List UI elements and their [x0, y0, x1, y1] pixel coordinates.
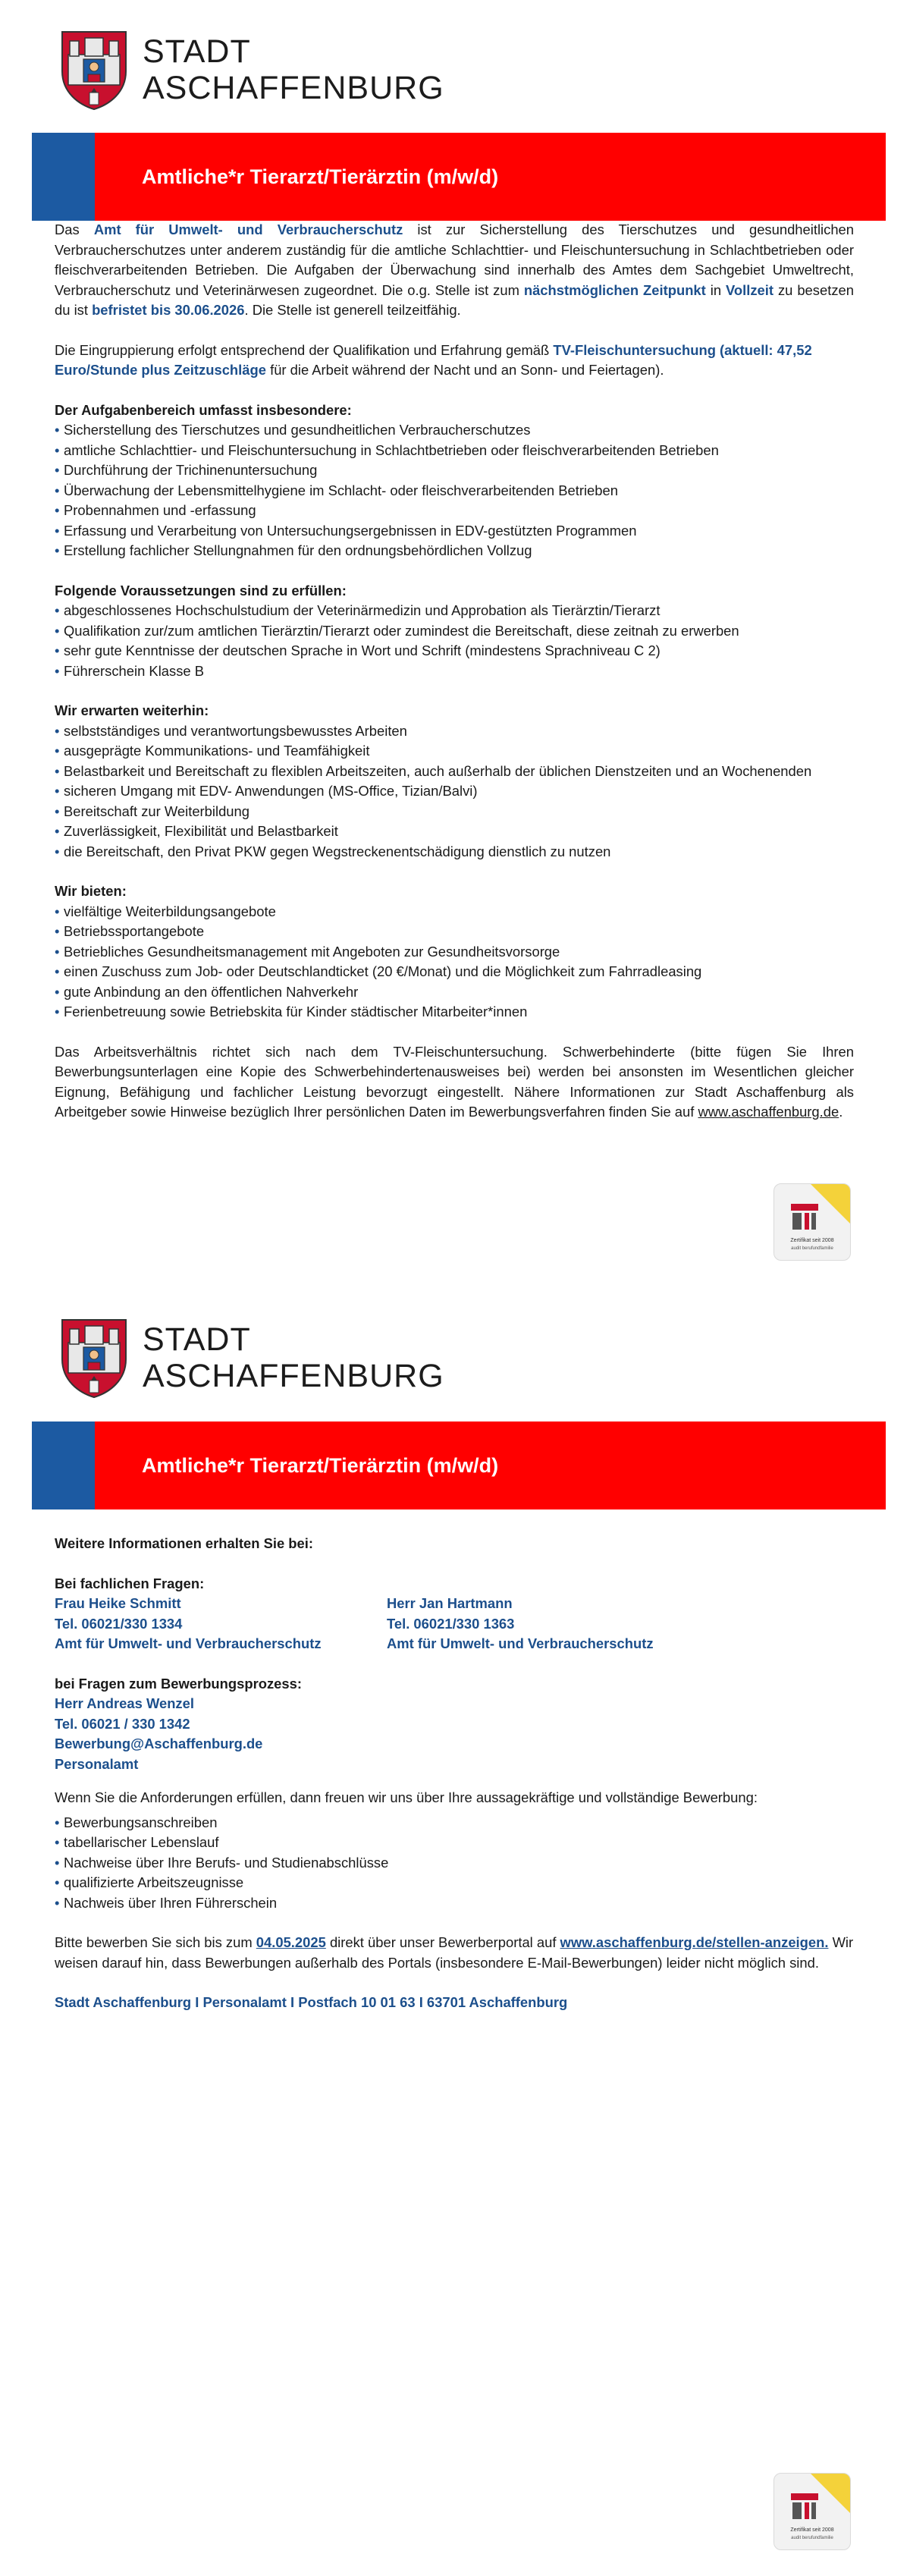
apply-text: direkt über unser Bewerberportal auf [325, 1934, 560, 1950]
apply-paragraph [55, 1933, 854, 1973]
list-item: • gute Anbindung an den öffentlichen Nahverkehr [55, 982, 854, 1003]
list-item: • Zuverlässigkeit, Flexibilität und Belastbarkeit [55, 821, 854, 842]
contact-office: Amt für Umwelt- und Verbraucherschutz [387, 1635, 654, 1651]
intro-department: Amt für Umwelt- und Verbraucherschutz [93, 221, 403, 237]
list-item: • Belastbarkeit und Bereitschaft zu flexiblen Arbeitszeiten, auch außerhalb der üblichen Dienstzeiten und an Wochenenden [55, 762, 854, 782]
requirements-list [55, 601, 854, 681]
intro-text: Das [55, 221, 94, 237]
list-item: • Qualifikation zur/zum amtlichen Tierärztin/Tierarzt oder zumindest die Bereitschaft, diese zeitnah zu erwerben [55, 621, 854, 642]
cert-line-2: audit berufundfamilie [791, 1246, 833, 1251]
coat-of-arms-icon [59, 1317, 129, 1399]
list-item: • ausgeprägte Kommunikations- und Teamfähigkeit [55, 741, 854, 762]
list-item: • Führerschein Klasse B [55, 661, 854, 682]
list-item: • tabellarischer Lebenslauf [55, 1833, 854, 1853]
contact-email[interactable]: Bewerbung@Aschaffenburg.de [55, 1736, 263, 1751]
closing-paragraph [55, 1042, 854, 1123]
expect-heading: Wir erwarten weiterhin: [55, 702, 209, 718]
info-heading: Weitere Informationen erhalten Sie bei: [55, 1535, 313, 1551]
closing-text: Das Arbeitsverhältnis richtet sich nach dem TV-Fleischuntersuchung. Schwerbehinderte (bitte fügen Sie Ihren Bewerbungsunterlagen eine Kopie des Schwerbehindertenausweises bei) werden bei ansonsten im Wesentlichen gleicher Eignung, Befähigung und fachlicher Leistung bevorzugt eingestellt. Nähere Informationen zur Stadt Aschaffenburg als Arbeitgeber sowie Hinweise bezüglich Ihrer persönlichen Daten im Bewerbungsverfahren finden Sie auf [55, 1043, 854, 1120]
list-item: • Probennahmen und -erfassung [55, 501, 854, 521]
list-item: • Durchführung der Trichinenuntersuchung [55, 460, 854, 481]
cert-line-2: audit berufundfamilie [791, 2536, 833, 2540]
list-item: • Erstellung fachlicher Stellungnahmen für den ordnungsbehördlichen Vollzug [55, 541, 854, 561]
city-logo [59, 1315, 444, 1400]
list-item: • Nachweise über Ihre Berufs- und Studienabschlüsse [55, 1853, 854, 1874]
list-item: • Ferienbetreuung sowie Betriebskita für Kinder städtischer Mitarbeiter*innen [55, 1002, 854, 1023]
certificate-badge [774, 2473, 851, 2550]
banner-blue-stripe [32, 133, 95, 221]
cert-line-1: Zertifikat seit 2008 [790, 1238, 834, 1243]
intro-text: ist zur Sicherstellung des Tierschutzes und gesundheitlichen Verbraucherschutzes unter anderem zuständig für die amtliche Schlachttier- und Fleischuntersuchung in Schlachtbetrieben oder fleischverarbeitenden Betrieben. Die Aufgaben der Überwachung sind innerhalb des Amtes dem Sachgebiet Umweltrecht, Verbraucherschutz und Veterinärwesen zugeordnet. Die o.g. Stelle ist zum [55, 221, 855, 298]
logo-text [143, 1321, 444, 1394]
intro-full-time: Vollzeit [726, 281, 774, 298]
apply-text: Bitte bewerben Sie sich bis zum [55, 1934, 256, 1950]
contact-name: Frau Heike Schmitt [55, 1595, 181, 1611]
city-logo [59, 27, 444, 112]
list-item: • die Bereitschaft, den Privat PKW gegen Wegstreckenentschädigung dienstlich zu nutzen [55, 842, 854, 862]
logo-line-1: STADT [143, 1321, 251, 1358]
pay-text: Die Eingruppierung erfolgt entsprechend der Qualifikation und Erfahrung gemäß [55, 341, 554, 358]
tasks-heading: Der Aufgabenbereich umfasst insbesondere: [55, 401, 352, 418]
expect-list [55, 721, 854, 862]
intro-fixed-term: befristet bis 30.06.2026 [92, 302, 245, 318]
contact-card [55, 1594, 387, 1654]
list-item: • Bewerbungsanschreiben [55, 1813, 854, 1833]
list-item: • Bereitschaft zur Weiterbildung [55, 802, 854, 822]
tech-questions-heading: Bei fachlichen Fragen: [55, 1575, 205, 1591]
list-item: • einen Zuschuss zum Job- oder Deutschlandticket (20 €/Monat) und die Möglichkeit zum Fahrradleasing [55, 962, 854, 982]
list-item: • Sicherstellung des Tierschutzes und gesundheitlichen Verbraucherschutzes [55, 420, 854, 441]
certificate-badge [774, 1183, 851, 1261]
job-description [55, 220, 854, 1123]
contact-phone: Tel. 06021/330 1363 [387, 1615, 515, 1632]
logo-line-2: ASCHAFFENBURG [143, 70, 444, 106]
certificate-icon [774, 1184, 850, 1260]
contact-office: Amt für Umwelt- und Verbraucherschutz [55, 1635, 322, 1651]
contact-phone: Tel. 06021 / 330 1342 [55, 1715, 190, 1732]
contact-phone: Tel. 06021/330 1334 [55, 1615, 183, 1632]
logo-text [143, 33, 444, 106]
website-link[interactable]: www.aschaffenburg.de [698, 1104, 839, 1120]
list-item: • Nachweis über Ihren Führerschein [55, 1893, 854, 1914]
job-title-banner [32, 133, 886, 221]
list-item: • sehr gute Kenntnisse der deutschen Sprache in Wort und Schrift (mindestens Sprachniveau C 2) [55, 641, 854, 661]
apply-intro: Wenn Sie die Anforderungen erfüllen, dann freuen wir uns über Ihre aussagekräftige und vollständige Bewerbung: [55, 1789, 758, 1805]
documents-list [55, 1813, 854, 1914]
intro-text: in [705, 281, 726, 298]
list-item: • amtliche Schlachttier- und Fleischuntersuchung in Schlachtbetrieben oder fleischverarbeitenden Betrieben [55, 441, 854, 461]
requirements-heading: Folgende Voraussetzungen sind zu erfüllen: [55, 582, 347, 598]
list-item: • selbstständiges und verantwortungsbewusstes Arbeiten [55, 721, 854, 742]
footer-address: Stadt Aschaffenburg I Personalamt I Postfach 10 01 63 I 63701 Aschaffenburg [55, 1994, 568, 2010]
job-title: Amtliche*r Tierarzt/Tierärztin (m/w/d) [142, 165, 499, 188]
list-item: • qualifizierte Arbeitszeugnisse [55, 1873, 854, 1893]
list-item: • Betriebssportangebote [55, 922, 854, 942]
list-item: • Betriebliches Gesundheitsmanagement mit Angeboten zur Gesundheitsvorsorge [55, 942, 854, 963]
apply-text: Wir weisen darauf hin, dass Bewerbungen außerhalb des Portals (insbesondere E-Mail-Bewerbungen) leider nicht möglich sind. [55, 1934, 854, 1971]
page-2 [0, 1288, 910, 2576]
intro-paragraph [55, 220, 854, 321]
offer-list [55, 902, 854, 1023]
logo-line-1: STADT [143, 33, 251, 70]
banner-blue-stripe [32, 1422, 95, 1509]
pay-rate: TV-Fleischuntersuchung (aktuell: 47,52 Euro/Stunde plus Zeitzuschläge [55, 341, 812, 378]
job-portal-link[interactable]: www.aschaffenburg.de/stellen-anzeigen. [560, 1934, 829, 1950]
deadline-date[interactable]: 04.05.2025 [256, 1934, 326, 1950]
list-item: • Überwachung der Lebensmittelhygiene im Schlacht- oder fleischverarbeitenden Betrieben [55, 481, 854, 501]
contact-card [387, 1594, 719, 1654]
contact-name: Herr Jan Hartmann [387, 1595, 513, 1611]
list-item: • sicheren Umgang mit EDV- Anwendungen (MS-Office, Tizian/Balvi) [55, 781, 854, 802]
intro-text: zu besetzen du ist [55, 281, 854, 318]
pay-text: für die Arbeit während der Nacht und an Sonn- und Feiertagen). [265, 362, 664, 378]
list-item: • abgeschlossenes Hochschulstudium der Veterinärmedizin und Approbation als Tierärztin/Tierarzt [55, 601, 854, 621]
process-questions-heading: bei Fragen zum Bewerbungsprozess: [55, 1675, 302, 1692]
contact-section [55, 1534, 854, 2013]
tasks-list [55, 420, 854, 561]
contact-name: Herr Andreas Wenzel [55, 1695, 194, 1711]
contact-columns [55, 1594, 854, 1654]
pay-paragraph [55, 341, 854, 381]
intro-text: . Die Stelle ist generell teilzeitfähig. [244, 302, 461, 318]
certificate-icon [774, 2474, 850, 2549]
intro-start-date: nächstmöglichen Zeitpunkt [523, 281, 706, 298]
job-title: Amtliche*r Tierarzt/Tierärztin (m/w/d) [142, 1454, 499, 1477]
offer-heading: Wir bieten: [55, 883, 127, 899]
cert-line-1: Zertifikat seit 2008 [790, 2527, 834, 2533]
list-item: • vielfältige Weiterbildungsangebote [55, 902, 854, 922]
logo-line-2: ASCHAFFENBURG [143, 1358, 444, 1394]
contact-card [55, 1694, 854, 1774]
list-item: • Erfassung und Verarbeitung von Untersuchungsergebnissen in EDV-gestützten Programmen [55, 521, 854, 542]
contact-office: Personalamt [55, 1755, 139, 1772]
job-title-banner [32, 1422, 886, 1509]
closing-end: . [839, 1104, 843, 1120]
coat-of-arms-icon [59, 29, 129, 111]
